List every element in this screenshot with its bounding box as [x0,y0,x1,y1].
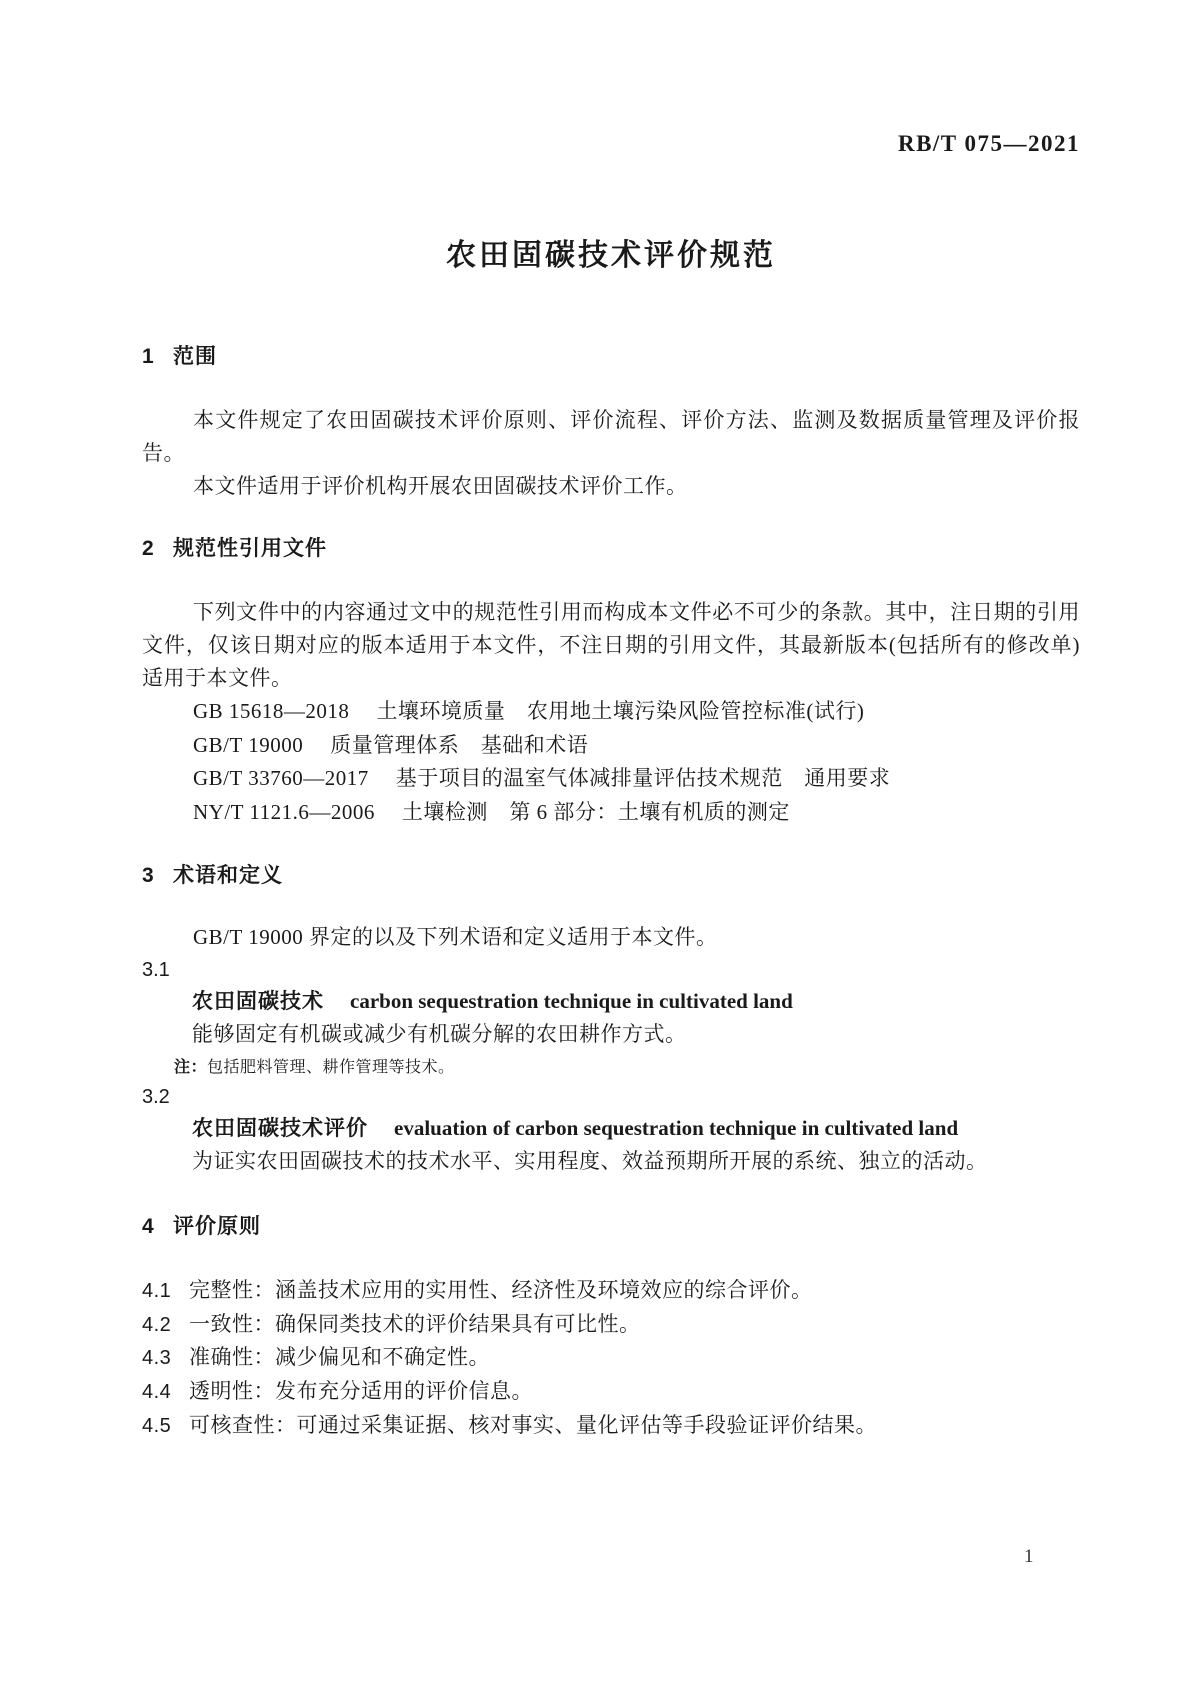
term-definition: 为证实农田固碳技术的技术水平、实用程度、效益预期所开展的系统、独立的活动。 [192,1149,988,1173]
principle-number: 4.4 [142,1381,172,1404]
term-zh-label: 农田固碳技术 [192,990,324,1013]
term-en-label: carbon sequestration technique in cultivated land [350,989,793,1013]
principle-item [142,1308,1080,1342]
section-2-title: 规范性引用文件 [173,537,327,560]
principle-item [142,1375,1080,1409]
standard-number: RB/T 075—2021 [897,131,1080,156]
principle-item [142,1409,1080,1443]
reference-item [142,695,1080,729]
principle-number: 4.3 [142,1347,172,1370]
section-1-heading [142,344,1080,370]
reference-title: 土壤环境质量 农用地土壤污染风险管控标准(试行) [376,699,865,723]
scope-paragraph-1: 本文件规定了农田固碳技术评价原则、评价流程、评价方法、监测及数据质量管理及评价报告。 [142,408,1080,465]
section-3-heading [142,863,1080,889]
reference-list [142,695,1080,829]
page-content [142,0,1080,1443]
section-4-title: 评价原则 [173,1215,261,1238]
reference-code: NY/T 1121.6—2006 [193,799,375,824]
principle-text: 一致性：确保同类技术的评价结果具有可比性。 [189,1311,641,1336]
section-2-number: 2 [142,537,154,560]
term-note [142,1055,1080,1081]
section-2-heading [142,536,1080,562]
note-label: 注： [174,1059,208,1076]
term-zh-label: 农田固碳技术评价 [192,1117,368,1140]
reference-title: 质量管理体系 基础和术语 [330,732,589,757]
principle-item [142,1274,1080,1308]
term-definition: 能够固定有机碳或减少有机碳分解的农田耕作方式。 [192,1022,687,1046]
term-number: 3.1 [142,959,170,981]
term-number: 3.2 [142,1086,170,1108]
principle-text: 透明性：发布充分适用的评价信息。 [189,1379,533,1404]
principle-number: 4.5 [142,1414,172,1437]
page-number: 1 [1024,1546,1034,1567]
section-4-number: 4 [142,1215,154,1238]
term-entry [142,985,1080,1018]
reference-code: GB 15618—2018 [193,699,350,723]
principle-text: 可核查性：可通过采集证据、核对事实、量化评估等手段验证评价结果。 [189,1412,877,1437]
reference-title: 土壤检测 第 6 部分：土壤有机质的测定 [401,799,790,824]
principle-text: 完整性：涵盖技术应用的实用性、经济性及环境效应的综合评价。 [189,1278,813,1302]
principle-item [142,1341,1080,1375]
document-title: 农田固碳技术评价规范 [446,239,776,272]
section-1-number: 1 [142,345,154,368]
section-1-title: 范围 [173,345,217,368]
section-3-number: 3 [142,864,154,887]
reference-code: GB/T 19000 [193,732,304,757]
terms-intro: GB/T 19000 界定的以及下列术语和定义适用于本文件。 [193,925,718,949]
reference-item [142,796,1080,830]
reference-title: 基于项目的温室气体减排量评估技术规范 通用要求 [395,766,891,790]
reference-item [142,762,1080,796]
reference-code: GB/T 33760—2017 [193,766,369,790]
reference-item [142,729,1080,763]
principles-list [142,1274,1080,1443]
term-en-label: evaluation of carbon sequestration technique in cultivated land [394,1116,959,1140]
term-entry [142,1112,1080,1145]
principle-text: 准确性：减少偏见和不确定性。 [189,1345,490,1370]
scope-paragraph-2: 本文件适用于评价机构开展农田固碳技术评价工作。 [193,474,688,498]
principle-number: 4.2 [142,1313,172,1336]
section-4-heading [142,1214,1080,1240]
section-3-title: 术语和定义 [173,864,283,887]
principle-number: 4.1 [142,1280,172,1302]
normative-references-intro: 下列文件中的内容通过文中的规范性引用而构成本文件必不可少的条款。其中，注日期的引用文件，仅该日期对应的版本适用于本文件，不注日期的引用文件，其最新版本(包括所有的修改单)适用于本文件。 [142,600,1080,690]
note-text: 包括肥料管理、耕作管理等技术。 [207,1059,455,1076]
